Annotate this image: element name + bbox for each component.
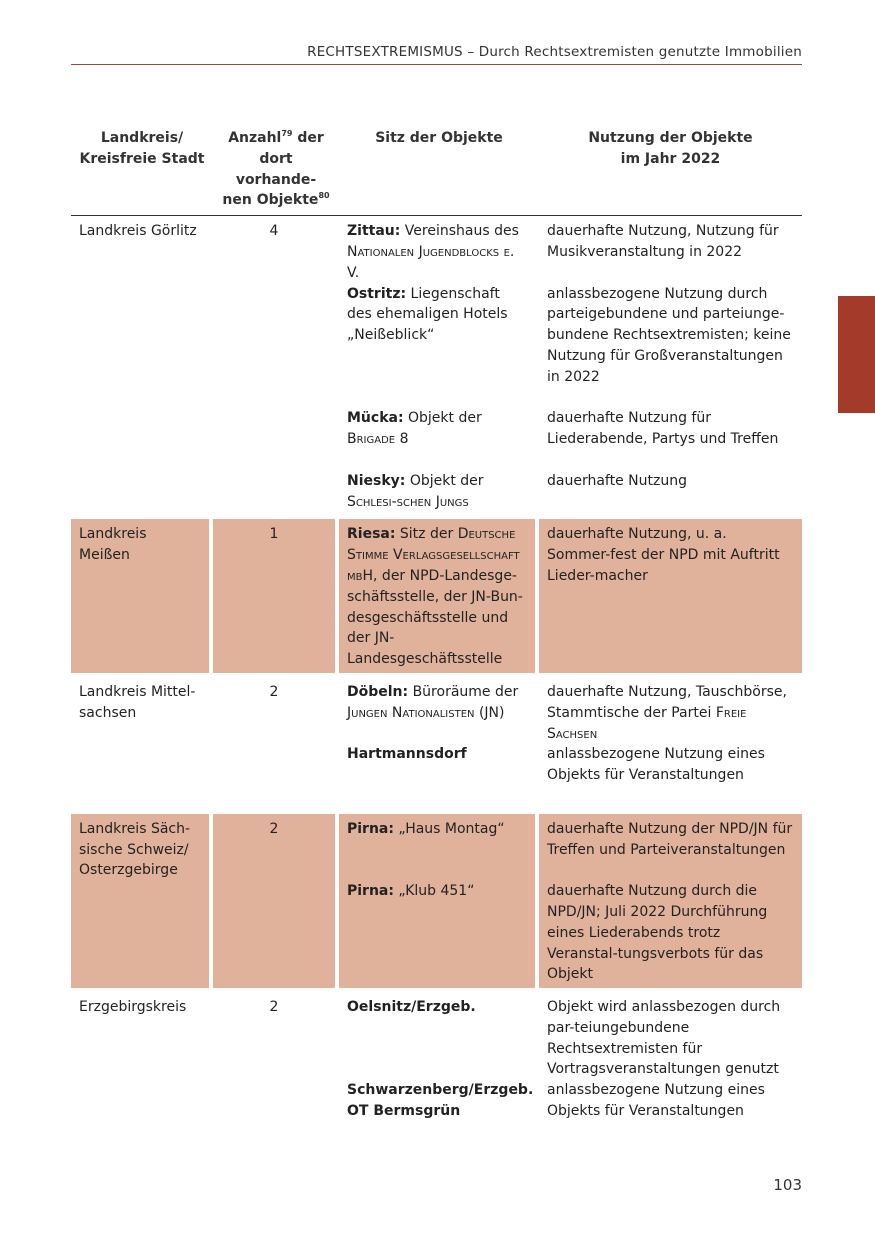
usage-cell: dauerhafte Nutzung, Nutzung für Musikveranstaltung in 2022 anlassbezogene Nutzung durch parteigebundene und parteiunge-bundene Rechtsextremisten; keine Nutzung für Großveranstaltungen in 2022 dauerhafte Nutzung für Liederabende, Partys und Treffen dauerhafte Nutzung — [539, 216, 802, 519]
footnote-ref-79: 79 — [281, 129, 293, 138]
header-location: Sitz der Objekte — [339, 126, 539, 216]
table-row — [71, 677, 802, 814]
table-header-row — [71, 126, 802, 216]
table-row — [71, 216, 802, 519]
district-cell: Landkreis Mittel-sachsen — [71, 677, 213, 814]
count-cell: 4 — [213, 216, 339, 519]
location-cell: Pirna: „Haus Montag“ Pirna: „Klub 451“ — [339, 814, 539, 992]
district-cell: Landkreis Görlitz — [71, 216, 213, 519]
header-usage: Nutzung der Objekte im Jahr 2022 — [539, 126, 802, 216]
count-cell: 2 — [213, 814, 339, 992]
count-cell: 2 — [213, 992, 339, 1125]
usage-cell: dauerhafte Nutzung, u. a. Sommer-fest der NPD mit Auftritt Lieder-macher — [539, 519, 802, 677]
usage-cell: dauerhafte Nutzung, Tauschbörse, Stammtische der Partei Freie Sachsen anlassbezogene Nutzung eines Objekts für Veranstaltungen — [539, 677, 802, 814]
count-cell: 2 — [213, 677, 339, 814]
location-cell: Oelsnitz/Erzgeb. Schwarzenberg/Erzgeb. OT Bermsgrün — [339, 992, 539, 1125]
header-count: Anzahl$^{79}$ der dort vorhande- nen Objekte$^{80}$ — [213, 126, 339, 216]
location-cell: Döbeln: Büroräume der Jungen Nationalisten (JN) Hartmannsdorf — [339, 677, 539, 814]
table-row — [71, 814, 802, 992]
table-row — [71, 992, 802, 1125]
page-number: 103 — [773, 1176, 802, 1194]
district-cell: Erzgebirgskreis — [71, 992, 213, 1125]
count-cell: 1 — [213, 519, 339, 677]
location-cell: Riesa: Sitz der Deutsche Stimme Verlagsgesellschaft mbH, der NPD-Landesge-schäftsstelle, der JN-Bun-desgeschäftsstelle und der JN-Landesgeschäftsstelle — [339, 519, 539, 677]
usage-cell: dauerhafte Nutzung der NPD/JN für Treffen und Parteiveranstaltungen dauerhafte Nutzung durch die NPD/JN; Juli 2022 Durchführung eines Liederabends trotz Veranstal-tungsverbots für das Objekt — [539, 814, 802, 992]
properties-table — [71, 126, 802, 1125]
table-row — [71, 519, 802, 677]
header-rule — [71, 64, 802, 65]
district-cell: Landkreis Säch-sische Schweiz/ Osterzgebirge — [71, 814, 213, 992]
running-head: RECHTSEXTREMISMUS – Durch Rechtsextremisten genutzte Immobilien — [307, 44, 802, 60]
header-district: Landkreis/ Kreisfreie Stadt — [71, 126, 213, 216]
district-cell: Landkreis Meißen — [71, 519, 213, 677]
location-cell: Zittau: Vereinshaus des Nationalen Jugendblocks e. V. Ostritz: Liegenschaft des ehemaligen Hotels „Neißeblick“ Mücka: Objekt der Brigade 8 Niesky: Objekt der Schlesi-schen Jungs — [339, 216, 539, 519]
chapter-tab — [838, 296, 875, 413]
footnote-ref-80: 80 — [318, 191, 330, 201]
usage-cell: Objekt wird anlassbezogen durch par-teiungebundene Rechtsextremisten für Vortragsveranstaltungen genutzt anlassbezogene Nutzung eines Objekts für Veranstaltungen — [547, 999, 781, 1120]
